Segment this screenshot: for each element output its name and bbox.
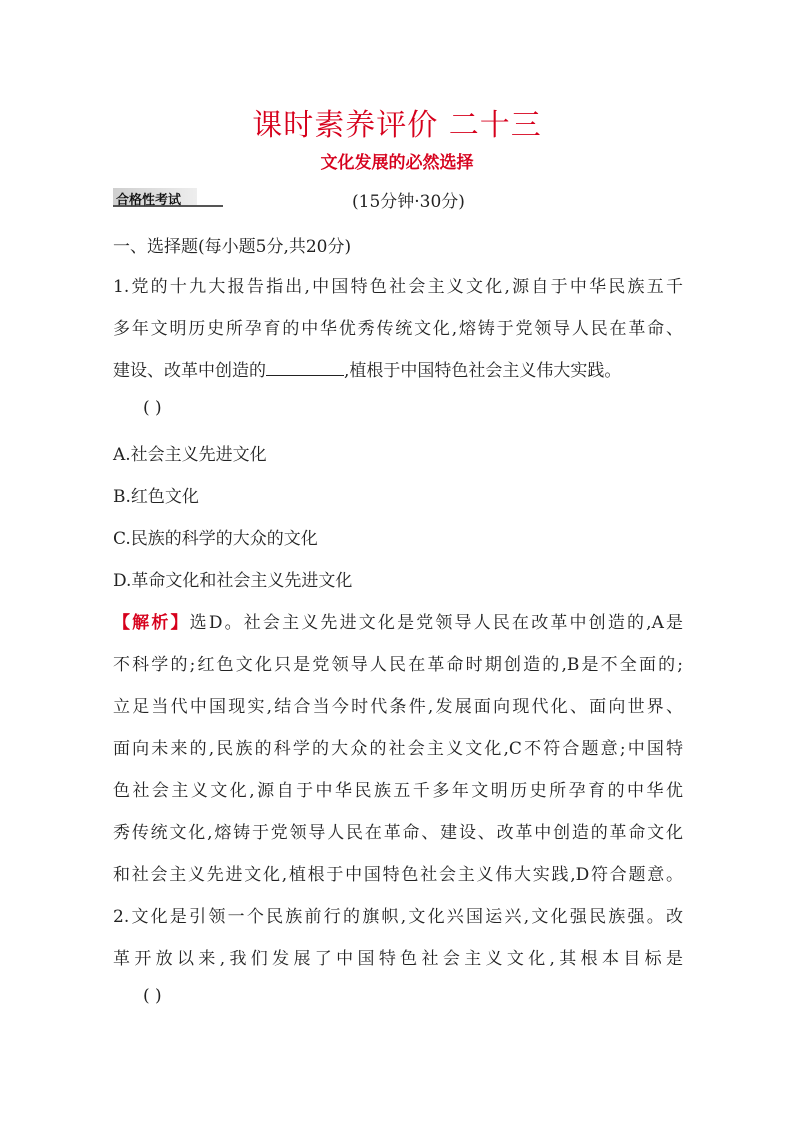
q1-option-b: B.红色文化 — [113, 487, 199, 507]
q1-line-1: 1.党的十九大报告指出,中国特色社会主义文化,源自于中华民族五千 — [113, 277, 683, 297]
time-score-note: (15分钟·30分) — [352, 192, 465, 212]
q2-line-1: 2.文化是引领一个民族前行的旗帜,文化兴国运兴,文化强民族强。改 — [113, 907, 683, 927]
q1-analysis-line-6: 秀传统文化,熔铸于党领导人民在革命、建设、改革中创造的革命文化 — [113, 823, 683, 843]
page-title: 课时素养评价 二十三 — [252, 108, 542, 143]
q1-analysis-line-5: 色社会主义文化,源自于中华民族五千多年文明历史所孕育的中华优 — [113, 781, 683, 801]
section-label: 合格性考试 — [116, 193, 182, 208]
q1-analysis-line-7: 和社会主义先进文化,植根于中国特色社会主义伟大实践,D符合题意。 — [113, 865, 683, 885]
section-label-bar — [113, 188, 213, 210]
q1-option-c: C.民族的科学的大众的文化 — [113, 529, 318, 549]
q1-analysis-line-1 — [113, 608, 683, 633]
answer-blank — [266, 358, 344, 376]
q1-analysis-line-3: 立足当代中国现实,结合当今时代条件,发展面向现代化、面向世界、 — [113, 697, 683, 717]
q2-line-2: 革开放以来,我们发展了中国特色社会主义文化,其根本目标是 — [113, 949, 683, 969]
q1-answer-bracket: ( ) — [143, 398, 162, 418]
analysis-text-1: 选D。社会主义先进文化是党领导人民在改革中创造的,A是 — [189, 613, 684, 633]
q1-analysis-line-4: 面向未来的,民族的科学的大众的社会主义文化,C不符合题意;中国特 — [113, 739, 683, 759]
q1-line-3-post: ,植根于中国特色社会主义伟大实践。 — [344, 361, 622, 381]
page-subtitle: 文化发展的必然选择 — [320, 153, 474, 173]
part-heading: 一、选择题(每小题5分,共20分) — [113, 237, 352, 257]
q1-option-a: A.社会主义先进文化 — [113, 445, 267, 465]
analysis-tag: 【解析】 — [113, 613, 190, 633]
q1-line-2: 多年文明历史所孕育的中华优秀传统文化,熔铸于党领导人民在革命、 — [113, 319, 683, 339]
q1-option-d: D.革命文化和社会主义先进文化 — [113, 571, 353, 591]
q1-analysis-line-2: 不科学的;红色文化只是党领导人民在革命时期创造的,B是不全面的; — [113, 655, 683, 675]
q1-line-3-pre: 建设、改革中创造的 — [113, 361, 266, 381]
q1-line-3 — [113, 356, 621, 381]
q2-answer-bracket: ( ) — [143, 986, 162, 1006]
